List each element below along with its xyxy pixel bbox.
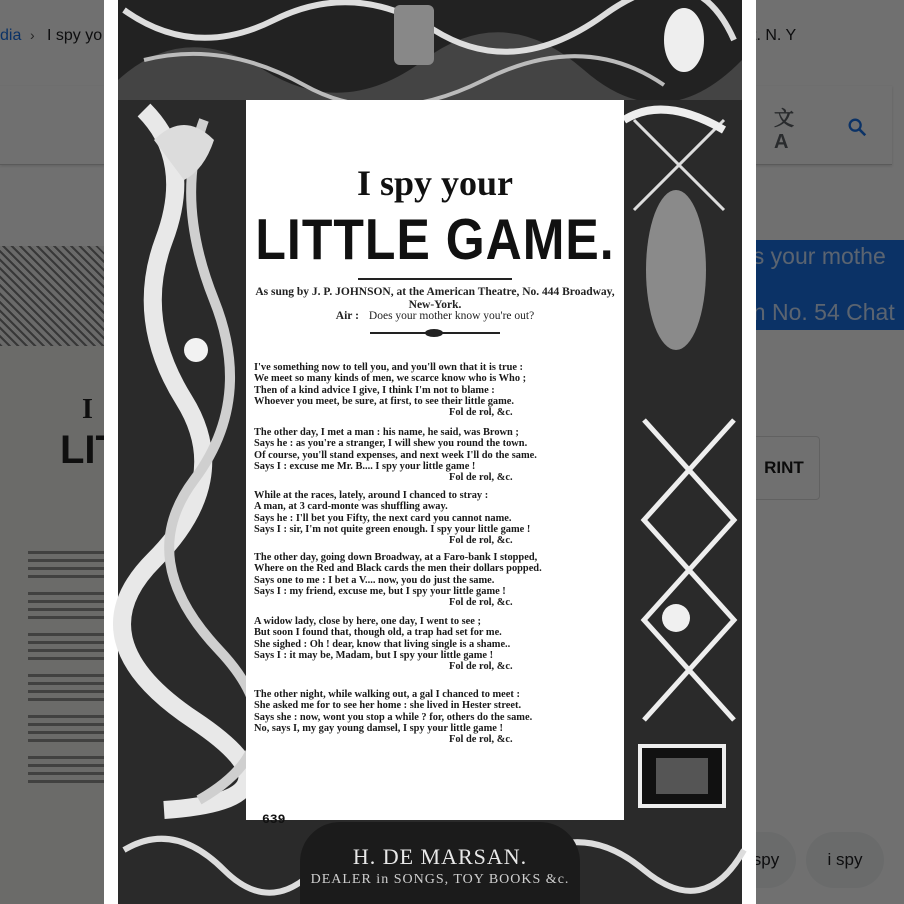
- publisher-tagline: DEALER in SONGS, TOY BOOKS &c.: [310, 872, 570, 887]
- verse-1: [254, 362, 614, 418]
- verse-line: A widow lady, close by here, one day, I went to see ;: [254, 616, 481, 627]
- ornament-divider: [370, 332, 500, 334]
- verse-line: Says she : now, wont you stop a while ? for, others do the same.: [254, 711, 533, 723]
- verse-line: She sighed : Oh ! dear, know that living single is a shame..: [254, 638, 511, 650]
- verse-line: The other day, I met a man : his name, he said, was Brown ;: [254, 427, 519, 438]
- refrain: Fol de rol, &c.: [449, 734, 513, 746]
- verse-line: Where on the Red and Black cards the men their dollars popped.: [254, 563, 542, 575]
- verse-line: While at the races, lately, around I chanced to stray :: [254, 490, 489, 501]
- verse-line: No, says I, my gay young damsel, I spy your little game !: [254, 722, 503, 734]
- refrain: Fol de rol, &c.: [449, 407, 513, 419]
- lightbox-image: [104, 0, 756, 904]
- refrain: Fol de rol, &c.: [449, 597, 513, 609]
- verse-line: Says one to me : I bet a V.... now, you do just the same.: [254, 574, 495, 586]
- verse-line: Says I : it may be, Madam, but I spy your little game !: [254, 649, 494, 661]
- verse-line: But soon I found that, though old, a trap had set for me.: [254, 627, 502, 639]
- verse-line: We meet so many kinds of men, we scarce know who is Who ;: [254, 373, 527, 385]
- verse-line: The other day, going down Broadway, at a Faro-bank I stopped,: [254, 552, 538, 563]
- verse-6: [254, 689, 614, 745]
- verse-line: Says I : excuse me Mr. B.... I spy your little game !: [254, 460, 476, 472]
- page-number: 639: [262, 812, 286, 827]
- refrain: Fol de rol, &c.: [449, 535, 513, 547]
- verse-line: The other night, while walking out, a gal I chanced to meet :: [254, 689, 520, 700]
- verse-4: [254, 552, 614, 608]
- verse-2: [254, 427, 614, 483]
- tune-name: Does your mother know you're out?: [368, 310, 535, 322]
- title-line-2: LITTLE GAME.: [255, 207, 615, 272]
- verse-line: Of course, you'll stand expenses, and next week I'll do the same.: [254, 449, 537, 461]
- tune-label: Air :: [335, 310, 359, 322]
- publisher-imprint: [300, 822, 580, 904]
- verse-3: [254, 490, 614, 546]
- verse-line: Then of a kind advice I give, I think I'm not to blame :: [254, 384, 495, 396]
- verse-line: Says he : as you're a stranger, I will shew you round the town.: [254, 438, 528, 450]
- verse-line: Says I : my friend, excuse me, but I spy your little game !: [254, 585, 506, 597]
- verse-line: She asked me for to see her home : she lived in Hester street.: [254, 700, 522, 712]
- tune-line: [246, 310, 624, 322]
- verse-line: A man, at 3 card-monte was shuffling away.: [254, 501, 448, 513]
- divider: [358, 278, 512, 280]
- verse-line: Whoever you meet, be sure, at first, to see their little game.: [254, 395, 514, 407]
- verse-line: Says I : sir, I'm not quite green enough. I spy your little game !: [254, 523, 531, 535]
- title-line-1: I spy your: [356, 163, 514, 203]
- verse-5: [254, 616, 614, 672]
- verse-line: I've something now to tell you, and you'll own that it is true :: [254, 362, 524, 373]
- refrain: Fol de rol, &c.: [449, 661, 513, 673]
- refrain: Fol de rol, &c.: [449, 472, 513, 484]
- song-sheet: [246, 100, 624, 820]
- verse-line: Says he : I'll bet you Fifty, the next card you cannot name.: [254, 512, 512, 524]
- performer-credit: As sung by J. P. JOHNSON, at the American Theatre, No. 444 Broadway, New-York.: [255, 286, 615, 311]
- publisher-name: H. DE MARSAN.: [352, 844, 528, 869]
